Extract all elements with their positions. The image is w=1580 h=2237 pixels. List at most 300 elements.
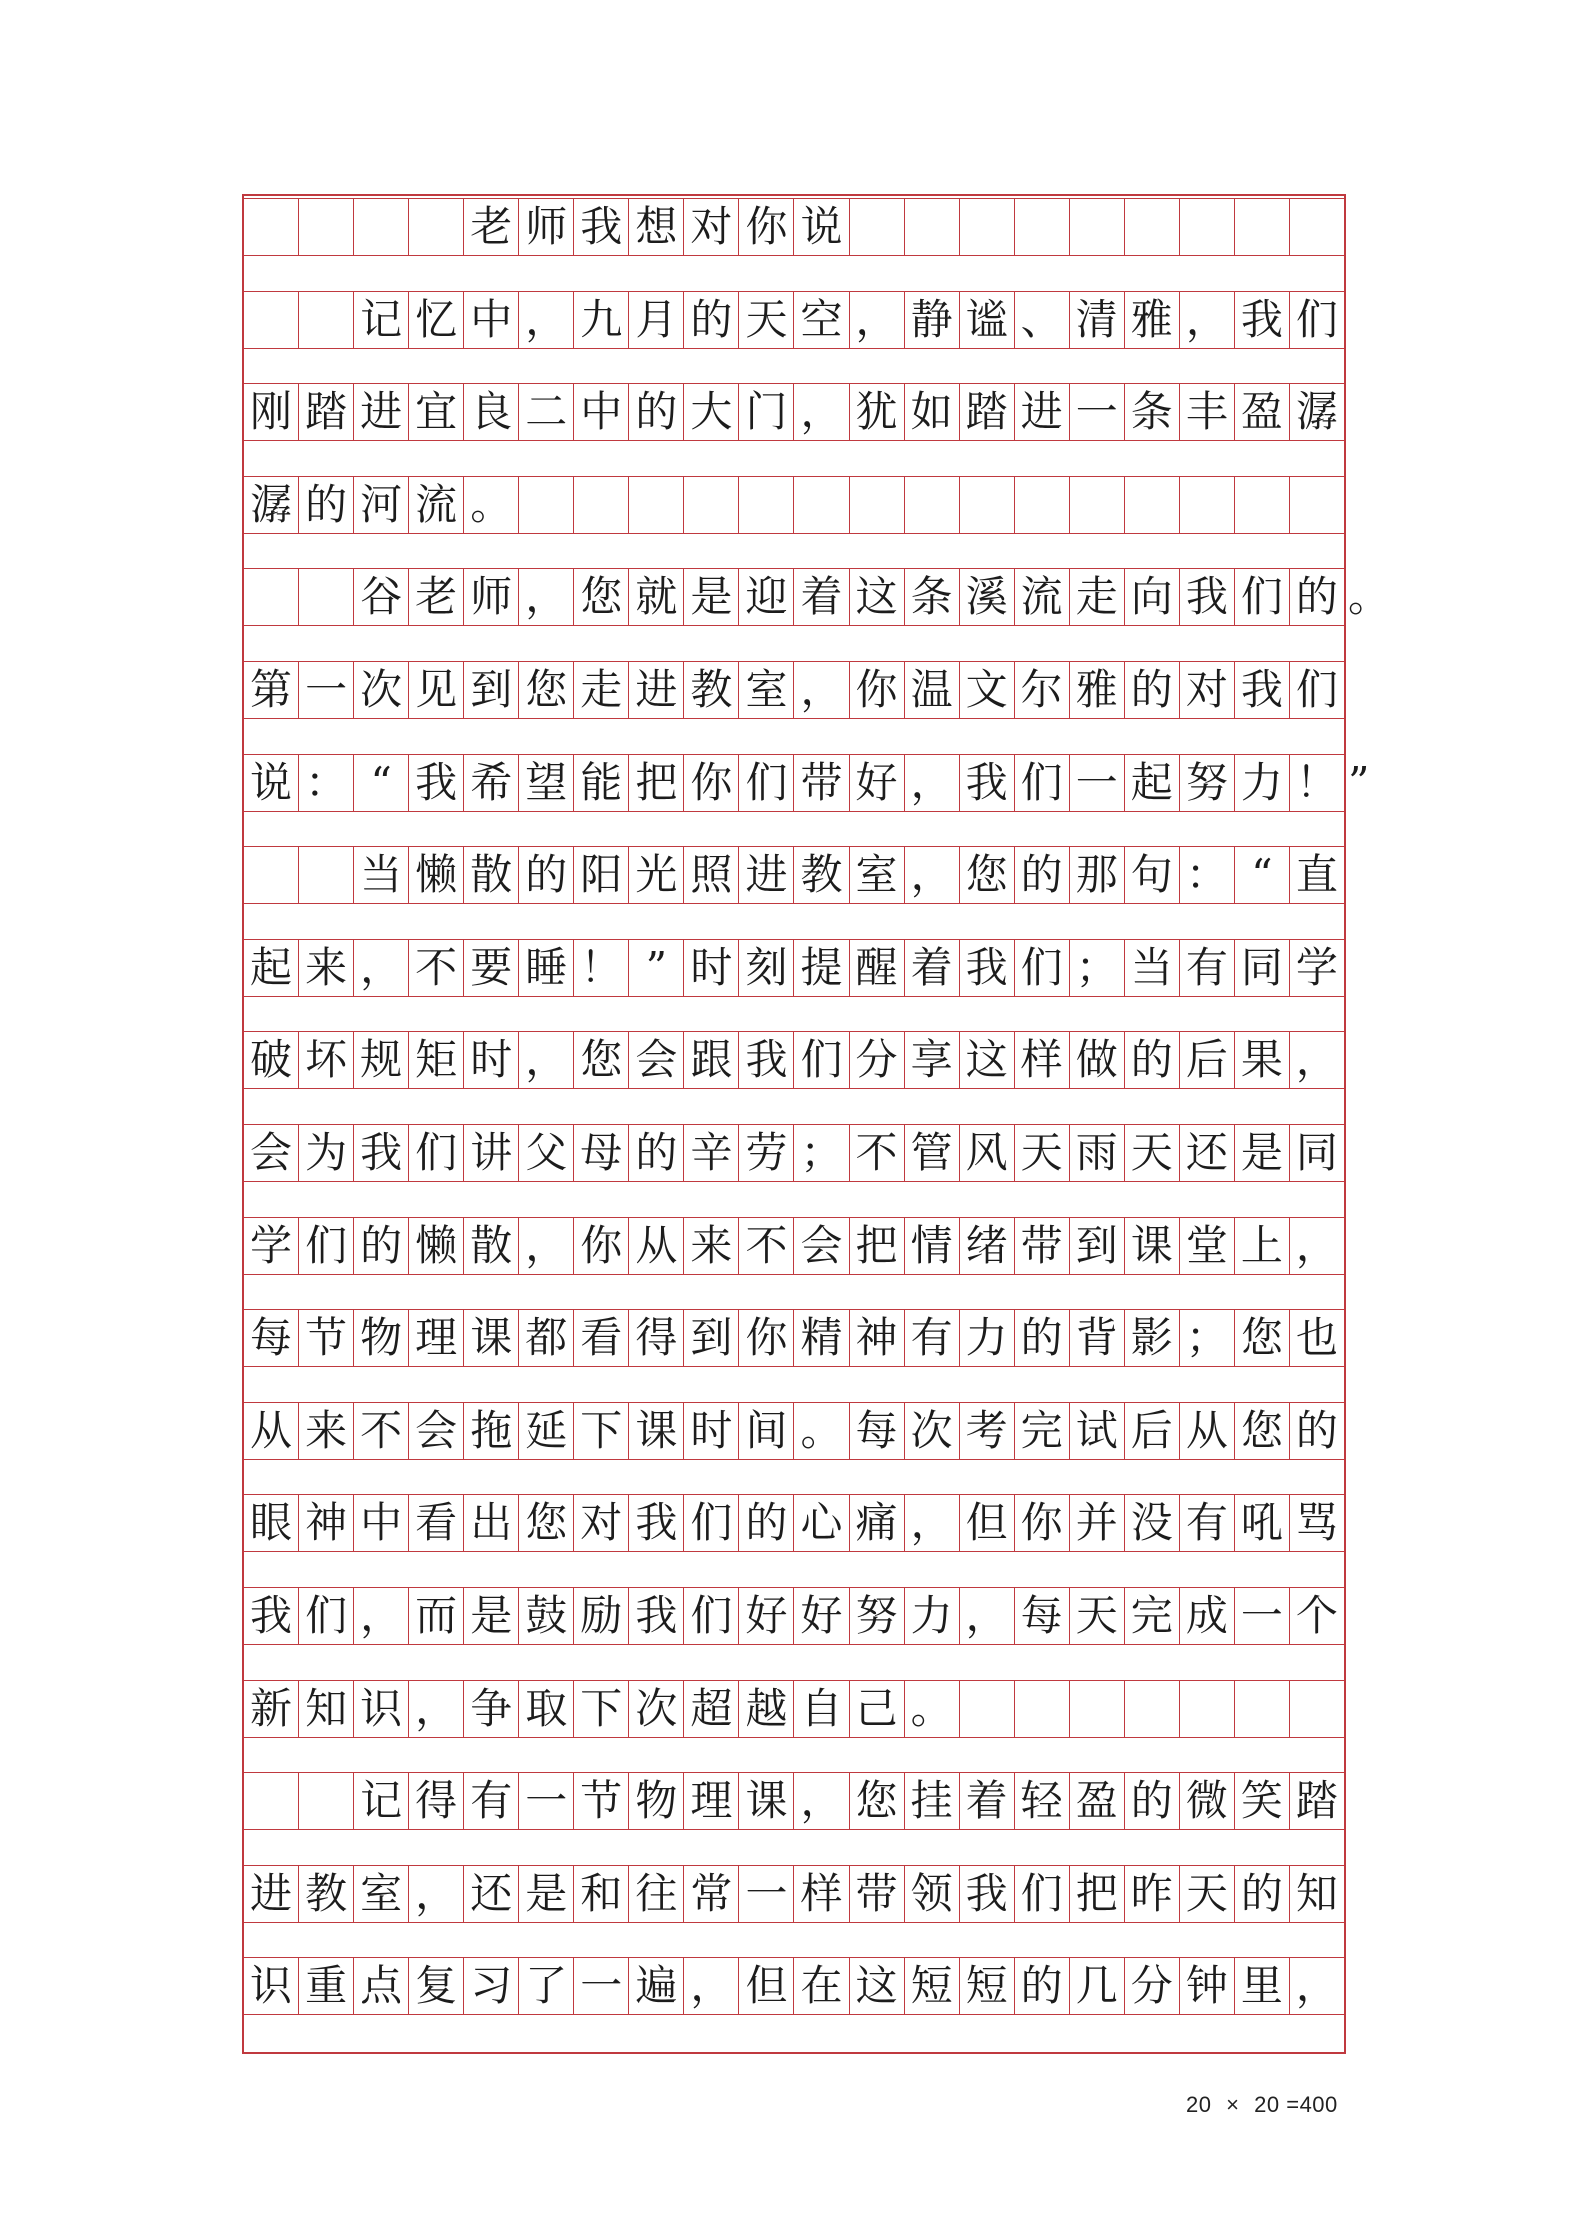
grid-cell (628, 477, 683, 533)
grid-cell: 物 (628, 1773, 683, 1829)
grid-cell: 自 (793, 1681, 848, 1737)
grid-cell: 我 (959, 940, 1014, 996)
grid-cell: 学 (250, 1220, 293, 1270)
times-sign: × (1226, 2092, 1240, 2117)
grid-cell: 句 (1124, 847, 1179, 903)
grid-cell (353, 199, 408, 255)
grid-cell: 们 (408, 1125, 463, 1181)
grid-cell: ， (518, 569, 573, 625)
grid-cell: 月 (628, 292, 683, 348)
grid-cell: 室 (353, 1866, 408, 1922)
grid-cell: ， (959, 1588, 1014, 1644)
grid-cell: 潺 (1289, 384, 1344, 440)
grid-cell: ， (518, 292, 573, 348)
grid-cell (298, 569, 353, 625)
grid-cell: 而 (408, 1588, 463, 1644)
grid-cell: 延 (518, 1403, 573, 1459)
grid-cell: 同 (1289, 1125, 1344, 1181)
grid-cell: 同 (1234, 940, 1289, 996)
grid-cell: 这 (959, 1032, 1014, 1088)
grid-cell: 出 (463, 1495, 518, 1551)
grid-cell: 绪 (959, 1218, 1014, 1274)
grid-cell (1234, 199, 1289, 255)
grid-cell: 享 (904, 1032, 959, 1088)
grid-row (244, 1865, 1344, 1923)
grid-cell: 跟 (683, 1032, 738, 1088)
grid-row (244, 383, 1344, 441)
grid-cell: 有 (1179, 1495, 1234, 1551)
grid-cell: 也 (1289, 1310, 1344, 1366)
grid-cell: 是 (463, 1588, 518, 1644)
grid-cell: 的 (1124, 1032, 1179, 1088)
grid-cell: 向 (1124, 569, 1179, 625)
grid-cell: 取 (518, 1681, 573, 1737)
grid-cell: 短 (959, 1958, 1014, 2014)
grid-cell: 教 (298, 1866, 353, 1922)
grid-cell: 管 (904, 1125, 959, 1181)
grid-cell: 室 (849, 847, 904, 903)
grid-cell: 还 (1179, 1125, 1234, 1181)
grid-cell: 的 (1289, 569, 1344, 625)
grid-cell: 把 (1069, 1866, 1124, 1922)
grid-cell: 们 (1289, 292, 1344, 348)
grid-cell (244, 199, 298, 255)
grid-cell: 光 (628, 847, 683, 903)
grid-cell: 们 (298, 1218, 353, 1274)
grid-cell: 分 (1124, 1958, 1179, 2014)
grid-cell (244, 1773, 298, 1829)
grid-cell: 静 (904, 292, 959, 348)
grid-cell: 着 (959, 1773, 1014, 1829)
grid-row (244, 754, 1344, 812)
grid-cell: 第 (250, 665, 293, 714)
grid-cell: 天 (1124, 1125, 1179, 1181)
grid-cell: 忆 (408, 292, 463, 348)
grid-cell: 有 (1179, 940, 1234, 996)
grid-cell: 到 (1069, 1218, 1124, 1274)
grid-cell (298, 847, 353, 903)
grid-cell: 我 (1234, 662, 1289, 718)
grid-cell: 的 (1014, 847, 1069, 903)
grid-cell: 样 (793, 1866, 848, 1922)
grid-total: 400 (1299, 2092, 1338, 2117)
grid-cell: 试 (1069, 1403, 1124, 1459)
grid-cell: 分 (849, 1032, 904, 1088)
grid-cell: 里 (1234, 1958, 1289, 2014)
grid-cell: 我 (738, 1032, 793, 1088)
grid-cell: 眼 (250, 1498, 293, 1548)
grid-cell: 几 (1069, 1958, 1124, 2014)
grid-row (244, 1309, 1344, 1367)
grid-cell: 父 (518, 1125, 573, 1181)
composition-grid (242, 194, 1391, 2054)
grid-cell (1069, 199, 1124, 255)
grid-cell: 力 (959, 1310, 1014, 1366)
grid-cell: 踏 (298, 384, 353, 440)
grid-cell (518, 477, 573, 533)
grid-cell (298, 1773, 353, 1829)
grid-cell: 条 (1124, 384, 1179, 440)
grid-cell: 的 (1014, 1958, 1069, 2014)
grid-cell: 犹 (849, 384, 904, 440)
grid-cell: 们 (683, 1588, 738, 1644)
grid-cell: 当 (353, 847, 408, 903)
grid-cell: 您 (959, 847, 1014, 903)
grid-row (244, 1772, 1344, 1830)
grid-cell: 理 (408, 1310, 463, 1366)
grid-cell (904, 477, 959, 533)
grid-cell: 良 (463, 384, 518, 440)
grid-cell: ， (904, 1495, 959, 1551)
grid-cell: 节 (298, 1310, 353, 1366)
grid-cell: 你 (1014, 1495, 1069, 1551)
grid-cell: 的 (628, 1125, 683, 1181)
grid-cell (1014, 477, 1069, 533)
grid-cell: 迎 (738, 569, 793, 625)
grid-cell: 河 (353, 477, 408, 533)
grid-cell: 知 (1289, 1866, 1344, 1922)
grid-cell: 雅 (1069, 662, 1124, 718)
grid-cell: 复 (408, 1958, 463, 2014)
grid-row (244, 1494, 1344, 1552)
grid-cell: 懒 (408, 1218, 463, 1274)
grid-cell (1234, 477, 1289, 533)
grid-cell: 天 (1069, 1588, 1124, 1644)
grid-cell: 鼓 (518, 1588, 573, 1644)
grid-cell: 谧 (959, 292, 1014, 348)
grid-cell: 说 (793, 199, 848, 255)
grid-row (244, 1957, 1344, 2015)
grid-cell: ， (683, 1958, 738, 2014)
grid-cell: 们 (738, 755, 793, 811)
grid-cell (244, 569, 298, 625)
grid-cell: 您 (849, 1773, 904, 1829)
grid-cell: 一 (573, 1958, 628, 2014)
grid-cell: 们 (1014, 940, 1069, 996)
grid-row (244, 661, 1344, 719)
grid-cell: 当 (1124, 940, 1179, 996)
grid-cell: 走 (573, 662, 628, 718)
grid-cell: 中 (573, 384, 628, 440)
grid-cell: ， (849, 292, 904, 348)
grid-cell: 能 (573, 755, 628, 811)
grid-cell: 有 (904, 1310, 959, 1366)
grid-cell: ； (1069, 940, 1124, 996)
grid-cell: 有 (463, 1773, 518, 1829)
grid-cell: 的 (298, 477, 353, 533)
grid-cell (1179, 1681, 1234, 1737)
grid-cell: ， (353, 1588, 408, 1644)
grid-cell: 你 (683, 755, 738, 811)
grid-cell: 己 (849, 1681, 904, 1737)
grid-cell: 拖 (463, 1403, 518, 1459)
grid-cell: 、 (1014, 292, 1069, 348)
grid-cell: 但 (738, 1958, 793, 2014)
grid-cell: 希 (463, 755, 518, 811)
grid-cell: 丰 (1179, 384, 1234, 440)
grid-cell: 上 (1234, 1218, 1289, 1274)
grid-cell (1014, 199, 1069, 255)
grid-cell (793, 477, 848, 533)
overflow-mark: ” (1348, 757, 1370, 807)
grid-cell: 你 (849, 662, 904, 718)
grid-cell (1289, 477, 1344, 533)
grid-cell: ： (1179, 847, 1234, 903)
grid-cell: 踏 (959, 384, 1014, 440)
grid-cell: 教 (683, 662, 738, 718)
grid-cell: 刻 (738, 940, 793, 996)
grid-cell: 会 (628, 1032, 683, 1088)
grid-cell: 望 (518, 755, 573, 811)
grid-cell: 时 (683, 1403, 738, 1459)
grid-cell: 们 (793, 1032, 848, 1088)
grid-cell: ， (793, 384, 848, 440)
grid-cell: ， (793, 662, 848, 718)
grid-cell: 进 (738, 847, 793, 903)
grid-cell: 文 (959, 662, 1014, 718)
grid-cell: 起 (250, 942, 293, 992)
grid-cell: 得 (628, 1310, 683, 1366)
grid-cell: 次 (353, 662, 408, 718)
grid-cell: 微 (1179, 1773, 1234, 1829)
grid-cell (683, 477, 738, 533)
grid-cell: 会 (793, 1218, 848, 1274)
grid-cell: 辛 (683, 1125, 738, 1181)
grid-cell: 室 (738, 662, 793, 718)
grid-cell: 走 (1069, 569, 1124, 625)
grid-cell: 这 (849, 1958, 904, 2014)
grid-cell: 们 (683, 1495, 738, 1551)
grid-cell: 的 (683, 292, 738, 348)
grid-cell: 们 (298, 1588, 353, 1644)
grid-cell: ， (518, 1032, 573, 1088)
grid-cell: 情 (904, 1218, 959, 1274)
grid-cell: 母 (573, 1125, 628, 1181)
grid-cell: 每 (849, 1403, 904, 1459)
grid-cell: 天 (1014, 1125, 1069, 1181)
grid-row (244, 1217, 1344, 1275)
grid-cell: 不 (408, 940, 463, 996)
grid-cell: 到 (683, 1310, 738, 1366)
grid-cell: 挂 (904, 1773, 959, 1829)
grid-cell: 个 (1289, 1588, 1344, 1644)
grid-cell (849, 477, 904, 533)
grid-cell: 温 (904, 662, 959, 718)
grid-cell: 风 (959, 1125, 1014, 1181)
grid-cell: 时 (683, 940, 738, 996)
grid-cell: 那 (1069, 847, 1124, 903)
grid-cell (849, 199, 904, 255)
grid-cell: 九 (573, 292, 628, 348)
grid-cell: 您 (573, 1032, 628, 1088)
grid-cell: ， (1289, 1032, 1344, 1088)
grid-cell: 记 (353, 1773, 408, 1829)
grid-cell: 您 (518, 1495, 573, 1551)
grid-cell: 的 (353, 1218, 408, 1274)
grid-cell (244, 292, 298, 348)
grid-cell (959, 199, 1014, 255)
grid-cell: 是 (683, 569, 738, 625)
grid-cell: 影 (1124, 1310, 1179, 1366)
grid-cell: 堂 (1179, 1218, 1234, 1274)
grid-cell: 会 (250, 1128, 293, 1177)
grid-cell: 骂 (1289, 1495, 1344, 1551)
grid-cell: 心 (793, 1495, 848, 1551)
grid-cell: 睡 (518, 940, 573, 996)
grid-cell: 来 (298, 940, 353, 996)
grid-cell: 神 (298, 1495, 353, 1551)
grid-cell: 笑 (1234, 1773, 1289, 1829)
grid-cell: 为 (298, 1125, 353, 1181)
grid-cell: 对 (1179, 662, 1234, 718)
grid-cell: 对 (683, 199, 738, 255)
grid-cell: 老 (408, 569, 463, 625)
grid-cell: “ (1234, 847, 1289, 903)
grid-cell: 好 (849, 755, 904, 811)
grid-cell: 课 (738, 1773, 793, 1829)
grid-cell: 您 (573, 569, 628, 625)
grid-cell: 起 (1124, 755, 1179, 811)
grid-cell: 坏 (298, 1032, 353, 1088)
grid-cell: 你 (738, 1310, 793, 1366)
grid-cell: 力 (904, 1588, 959, 1644)
grid-cell: 吼 (1234, 1495, 1289, 1551)
grid-cell: 识 (250, 1961, 293, 2011)
grid-cell (298, 292, 353, 348)
grid-cell: 盈 (1069, 1773, 1124, 1829)
grid-cell: 流 (1014, 569, 1069, 625)
grid-cell: 宜 (408, 384, 463, 440)
grid-cell: 知 (298, 1681, 353, 1737)
grid-cell: ： (298, 755, 353, 811)
grid-row (244, 1402, 1344, 1460)
grid-cell: 还 (463, 1866, 518, 1922)
grid-cell: 努 (1179, 755, 1234, 811)
grid-cell: 门 (738, 384, 793, 440)
grid-row (244, 1124, 1344, 1182)
grid-cell: 好 (793, 1588, 848, 1644)
grid-cell: 我 (408, 755, 463, 811)
grid-cell: 流 (408, 477, 463, 533)
grid-cell: 劳 (738, 1125, 793, 1181)
grid-cell: 进 (1014, 384, 1069, 440)
grid-cell: 成 (1179, 1588, 1234, 1644)
grid-cell: 来 (683, 1218, 738, 1274)
grid-cell: 带 (1014, 1218, 1069, 1274)
grid-cell: 照 (683, 847, 738, 903)
grid-cell: 努 (849, 1588, 904, 1644)
grid-cell: 雅 (1124, 292, 1179, 348)
grid-cell: 见 (408, 662, 463, 718)
grid-cell: 每 (250, 1313, 293, 1363)
grid-cell: 往 (628, 1866, 683, 1922)
grid-cell: 是 (518, 1866, 573, 1922)
grid-cell: ， (1289, 1958, 1344, 2014)
grid-cell: 的 (518, 847, 573, 903)
grid-cell (408, 199, 463, 255)
grid-cell: 提 (793, 940, 848, 996)
grid-cell: 条 (904, 569, 959, 625)
grid-cell: 天 (738, 292, 793, 348)
grid-cell (1069, 477, 1124, 533)
grid-cell: ， (353, 940, 408, 996)
grid-cell: 们 (1014, 1866, 1069, 1922)
grid-cell: 的 (738, 1495, 793, 1551)
grid-cell (1289, 199, 1344, 255)
grid-cell: 我 (628, 1588, 683, 1644)
grid-cell: 并 (1069, 1495, 1124, 1551)
grid-cell: “ (353, 755, 408, 811)
grid-cell: ， (518, 1218, 573, 1274)
grid-cell (1069, 1681, 1124, 1737)
grid-cell (298, 199, 353, 255)
grid-cell: 讲 (463, 1125, 518, 1181)
grid-cell: ； (1179, 1310, 1234, 1366)
grid-cell: 如 (904, 384, 959, 440)
grid-cell: 节 (573, 1773, 628, 1829)
grid-cell: 中 (463, 292, 518, 348)
grid-row (244, 939, 1344, 997)
grid-cell: 完 (1014, 1403, 1069, 1459)
grid-cell: 散 (463, 847, 518, 903)
grid-row (244, 1680, 1344, 1738)
grid-cell: 得 (408, 1773, 463, 1829)
grid-cell: 是 (1234, 1125, 1289, 1181)
grid-cell: 看 (573, 1310, 628, 1366)
grid-cell: 短 (904, 1958, 959, 2014)
grid-cell: 要 (463, 940, 518, 996)
grid-cell: 物 (353, 1310, 408, 1366)
grid-cell: 常 (683, 1866, 738, 1922)
grid-cell: 教 (793, 847, 848, 903)
grid-cell: 这 (849, 569, 904, 625)
grid-cell: ， (793, 1773, 848, 1829)
grid-row (244, 846, 1344, 904)
grid-cell: 把 (849, 1218, 904, 1274)
grid-row (244, 291, 1344, 349)
grid-cell (244, 847, 298, 903)
grid-cell: 您 (518, 662, 573, 718)
grid-cell: 清 (1069, 292, 1124, 348)
grid-cell: 我 (628, 1495, 683, 1551)
grid-cell: 下 (573, 1403, 628, 1459)
grid-cell: 点 (353, 1958, 408, 2014)
grid-cell: 到 (463, 662, 518, 718)
grid-cell: 规 (353, 1032, 408, 1088)
grid-cell: 记 (353, 292, 408, 348)
grid-cell: 理 (683, 1773, 738, 1829)
grid-cell: 大 (683, 384, 738, 440)
grid-cell: 们 (1014, 755, 1069, 811)
grid-cell: 越 (738, 1681, 793, 1737)
grid-cell: 着 (904, 940, 959, 996)
grid-cell: 钟 (1179, 1958, 1234, 2014)
grid-cell: 一 (1069, 755, 1124, 811)
grid-cell: 就 (628, 569, 683, 625)
grid-cell: 谷 (353, 569, 408, 625)
grid-cell: 踏 (1289, 1773, 1344, 1829)
grid-cell: 带 (849, 1866, 904, 1922)
grid-cell (1124, 477, 1179, 533)
grid-cell: 天 (1179, 1866, 1234, 1922)
grid-cell: 。 (793, 1403, 848, 1459)
grid-cell (1289, 1681, 1344, 1737)
grid-cell: 潺 (250, 479, 293, 529)
grid-cell: 阳 (573, 847, 628, 903)
grid-cell: 下 (573, 1681, 628, 1737)
grid-cell: 盈 (1234, 384, 1289, 440)
grid-cell: ” (628, 940, 683, 996)
